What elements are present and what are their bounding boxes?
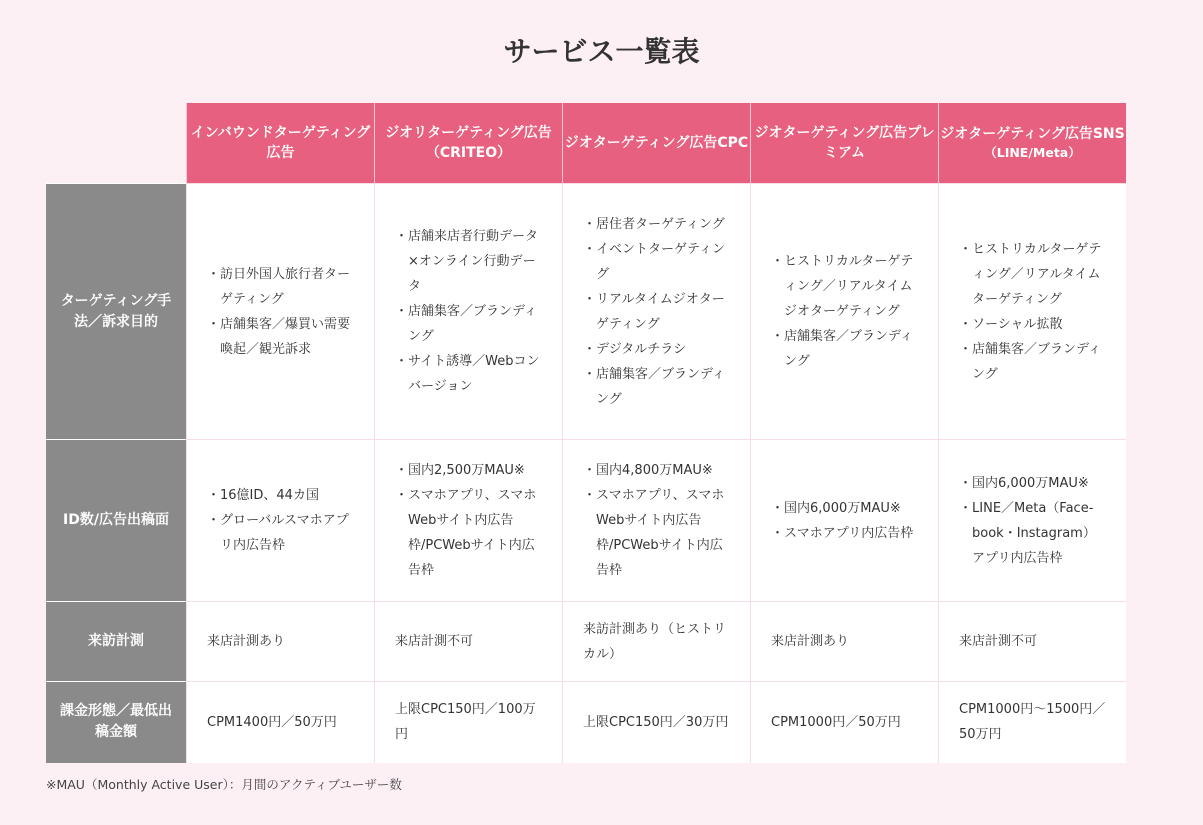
- corner-cell: [46, 103, 187, 184]
- header-row: [46, 103, 1126, 184]
- bullet-list: [771, 496, 918, 546]
- list-item: ・ 店舗集客／ブランディング: [771, 324, 918, 374]
- list-item: ・ イベントターゲティング: [583, 237, 730, 287]
- row-label: 課金形態／最低出稿金額: [46, 682, 187, 763]
- table-row: [46, 602, 1126, 682]
- list-item: ・ LINE／Meta（Face-book・Instagram）アプリ内広告枠: [959, 496, 1106, 571]
- table-cell: [939, 440, 1127, 602]
- table-cell: 来店計測不可: [375, 602, 563, 682]
- bullet-list: [583, 458, 730, 583]
- bullet-list: [771, 249, 918, 374]
- list-item: ・ スマホアプリ、スマホWebサイト内広告枠/PCWebサイト内広告枠: [395, 483, 542, 583]
- table-row: [46, 440, 1126, 602]
- row-label: ID数/広告出稿面: [46, 440, 187, 602]
- column-title: ジオターゲティング広告プレミアム: [754, 124, 935, 161]
- list-item: ・ 国内4,800万MAU※: [583, 458, 730, 483]
- column-header: [187, 103, 375, 184]
- table-cell: [563, 440, 751, 602]
- table-cell: 上限CPC150円／100万円: [375, 682, 563, 763]
- list-item: ・ 国内6,000万MAU※: [771, 496, 918, 521]
- bullet-list: [207, 262, 354, 362]
- table-cell: CPM1000円／50万円: [751, 682, 939, 763]
- column-title: ジオリターゲティング広告（CRITEO）: [385, 124, 552, 161]
- bullet-list: [395, 458, 542, 583]
- list-item: ・ ヒストリカルターゲティング／リアルタイムターゲティング: [959, 237, 1106, 312]
- table-row: [46, 682, 1126, 763]
- footnote: ※MAU（Monthly Active User）：月間のアクティブユーザー数: [46, 777, 402, 792]
- table-cell: [939, 184, 1127, 440]
- bullet-list: [207, 483, 354, 558]
- list-item: ・ グローバルスマホアプリ内広告枠: [207, 508, 354, 558]
- column-header: [751, 103, 939, 184]
- list-item: ・ 国内2,500万MAU※: [395, 458, 542, 483]
- table-cell: [563, 184, 751, 440]
- table-cell: [187, 184, 375, 440]
- column-title: ジオターゲティング広告SNS: [940, 125, 1125, 142]
- column-header: [939, 103, 1127, 184]
- column-header: [375, 103, 563, 184]
- table-cell: 来店計測あり: [751, 602, 939, 682]
- table-cell: 来店計測不可: [939, 602, 1127, 682]
- bullet-list: [583, 212, 730, 412]
- list-item: ・ 店舗集客／ブランディング: [959, 337, 1106, 387]
- list-item: ・ 店舗集客／ブランディング: [583, 362, 730, 412]
- bullet-list: [959, 237, 1106, 387]
- table-row: [46, 184, 1126, 440]
- column-header: [563, 103, 751, 184]
- list-item: ・ 店舗集客／爆買い需要喚起／観光訴求: [207, 312, 354, 362]
- table-cell: CPM1000円〜1500円／50万円: [939, 682, 1127, 763]
- list-item: ・ 居住者ターゲティング: [583, 212, 730, 237]
- page-title: サービス一覧表: [503, 35, 700, 68]
- row-label: 来訪計測: [46, 602, 187, 682]
- list-item: ・ 店舗集客／ブランディング: [395, 299, 542, 349]
- table-cell: CPM1400円／50万円: [187, 682, 375, 763]
- list-item: ・ サイト誘導／Webコンバージョン: [395, 349, 542, 399]
- list-item: ・ ソーシャル拡散: [959, 312, 1106, 337]
- list-item: ・ ヒストリカルターゲティング／リアルタイムジオターゲティング: [771, 249, 918, 324]
- list-item: ・ スマホアプリ内広告枠: [771, 521, 918, 546]
- bullet-list: [395, 224, 542, 399]
- bullet-list: [959, 471, 1106, 571]
- table-cell: [375, 440, 563, 602]
- table-cell: [187, 440, 375, 602]
- list-item: ・ スマホアプリ、スマホWebサイト内広告枠/PCWebサイト内広告枠: [583, 483, 730, 583]
- list-item: ・ リアルタイムジオターゲティング: [583, 287, 730, 337]
- table-cell: [375, 184, 563, 440]
- column-title: ジオターゲティング広告CPC: [564, 134, 749, 151]
- list-item: ・ 訪日外国人旅行者ターゲティング: [207, 262, 354, 312]
- table-cell: 来訪計測あり（ヒストリカル）: [563, 602, 751, 682]
- list-item: ・ 16億ID、44カ国: [207, 483, 354, 508]
- column-subtitle: （LINE/Meta）: [984, 145, 1081, 161]
- table-cell: 上限CPC150円／30万円: [563, 682, 751, 763]
- list-item: ・ 国内6,000万MAU※: [959, 471, 1106, 496]
- table-cell: 来店計測あり: [187, 602, 375, 682]
- column-title: インバウンドターゲティング広告: [190, 124, 371, 161]
- service-table: [46, 103, 1126, 763]
- table-cell: [751, 184, 939, 440]
- list-item: ・ 店舗来店者行動データ×オンライン行動データ: [395, 224, 542, 299]
- list-item: ・ デジタルチラシ: [583, 337, 730, 362]
- table-cell: [751, 440, 939, 602]
- row-label: ターゲティング手法／訴求目的: [46, 184, 187, 440]
